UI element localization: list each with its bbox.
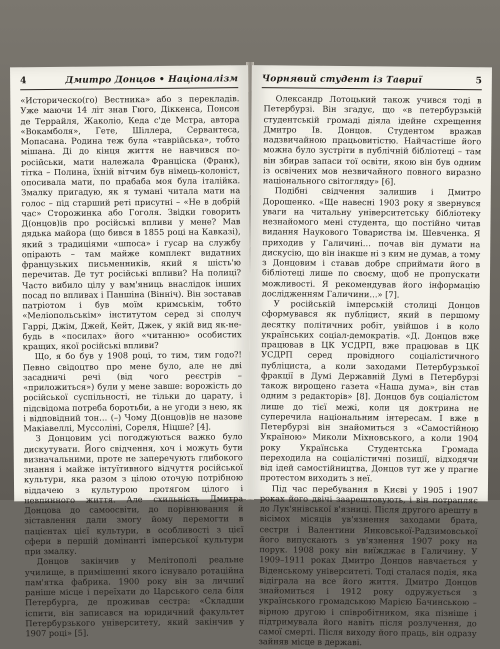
- right-paragraph-1: Олександр Лотоцький також учився тоді в Петербурзі. Він згадує, що «в петербурзькій студентській громаді діяла ідейне схрещення Дмитро Ів. Донцов. Студентом вражав надзвичайною працьовитістю. Найчастіше його можна було зустріти в публічній бібліотеці – там він збирав запаси тої освіти, якою він був одним із освічених мов незвичайного повного виразно національного світогляду» [6].: [262, 93, 482, 187]
- left-page-text: [20, 93, 245, 639]
- right-paragraph-3: У російській імперській столиці Донцов сформувався як публіцист, який в першому десятку політичних робіт, увійшов і в коло українських соціал-демократів. «Д. Донцов вже працював в ЦК УСДРП, вже працював в ЦК УСДРП серед провідного соціалістичного публіциста, а коли заходами Петербурзької фракції в Думі Державній Думі в Петербурзі також вирощено газета «Наша думa», він став одним з редакторів» [8]. Донцов був соціалістом лише до тієї межі, коли ця доктрина не суперечила національним інтересам. І вже в Петербурзі він знайомиться з «Самостійною Україною» Миколи Міхновського, а коли 1904 року Українська Студентська Громада переходила на соціалістичні позиції, відходячи від ідей самостійництва, Донцов тут же у прагне протестом виходить з неї.: [259, 298, 480, 484]
- right-page: [248, 65, 492, 648]
- left-paragraph-1: «Историческо(го) Вестника» або з перекладів. Уже маючи 14 літ знав Гюго, Діккенса, Понсон де Террайля, Жаколіо, Кеда с'де Мстра, автора «Вокамболя», Гете, Шіллера, Сервантеса, Мопасана. Родина теж була «таврійська», тобто мішана. Ді до кінця життя не навчився по-російськи, мати належала Франціска (Франк), тітка – Полина, їхній вітчим був німець-колоніст, опосивала мати, по прабаба моя була італійка. Змалку пригадую, як я тумані читала мати на голос – під старший реті присутні – «Не в добрій час» Сторожинка або Гоголя. Звідки говорить Д(онцов)ів про російські впливи у мене? Мав дядька майора (що бився в 1855 році на Кавказі), який з традиціями «шпоса» і гусар на службу опірають – там майже комплект видатних французьких письменників, який я шість'ю перечитав. Де тут російські впливи? На полиці? Часто вибило цілу у вам'яниць внаслідок інших посад по впливах і Паншіна (Вінніч). Він зоставав патріотом і був моїм кримськім, тобто «Меліопольськім» інститутом серед зі сполуч Гаррі, Джім, Джей, Кейт, Джек, у якій вид як-не-будь в «посилах» його «читанню» особистих кращих, якої російські впливи?: [20, 93, 242, 352]
- left-paragraph-4: Донцов закінчив у Мелітополі реальне училище, в примішенні якого існувало ротаційна пам'ятка фабрика. 1900 року він за личшиї раніше місце і переїхати до Царського села біля Петербурга, де проживав сестра: «Складши іспити, він записався на юридичний факультет Петербурзького університету, який закінчив у 1907 році» [5].: [24, 554, 245, 639]
- right-page-text: [258, 93, 482, 648]
- left-paragraph-2: Що, я бо був у 1908 році, то тим, тим годо?! Певно свідоцтво про мене було, але не дві засадничі речі (від чого реєстрів – «приложиться») були у мене завше: ворожість до російської суспільності, не тільки до царату, і підсвідома потреба боротьби, а не угоди з нею, як і відповідний тон… (–) Чому Д(онцов)ів не назове Макіавеллі, Муссоліні, Сореля, Ніцше? [4].: [22, 349, 243, 434]
- left-running-head: Дмитро Донцов • Націоналізм: [65, 74, 239, 86]
- right-running-head: Чорнявий студент із Тавриї: [261, 74, 423, 86]
- right-paragraph-2: Подібні свідчення залишив і Дмитро Дорошенко. «Ще навесні 1903 року я звернувся уваги на читальну університетську бібліотеку незнайомого мені студента, що постійно читав видання Наукового Товариства ім. Шевченка. Я приходив у Галичині… почав він думати на дискусію, що він інакше ні з ким не думав, а тому з Донцовим і ставав добре сприймати його в бібліотеці лише по своєму, щоб не пропускати можливості. Я рекомендував його інформацію дослідженням Галичини…» [7].: [261, 185, 481, 300]
- left-page-number: 4: [20, 76, 27, 87]
- left-page: [10, 65, 252, 639]
- right-page-number: 5: [475, 76, 482, 87]
- left-paragraph-3: З Донцовим усі погоджуються важко було дискутувати. Його свідчення, хоч і можуть бути визначальними, проте не заперечують глибокого знання і майже інтуїтивного відчуття російської культури, яка разом з цілою оточую потрібною віддачею з культурою протягом цілого і невпинного життя. Але схильність Дмитра Донцова до самоосвіти, до порівнювання й зіставлення дали змогу йому перемогти в пацієнтах цієї культури, в особливості з цієї сфери в першій домінанті імперської культури при змалку.: [23, 431, 244, 557]
- right-paragraph-4: Під час перебування в Києві у 1905 і 1907 роках його двічі заарештовують, і він потрапляє до Лук'янівської в'язниці. Після другого арешту в вісімох місяців ув'язнення заходами брата, сестри і Валентини Янковської-Радзимовської його випускають з ув'язнення 1907 року на порук. 1908 року він виїжджає в Галичину. У 1909–1911 роках Дмитро Донцов навчається у Віденському університеті. Тоді сталася подія, яка відіграла на все його життя. Дмитро Донцов знайомиться і 1912 року одружується з українського громадською Марією Бачинською – вірною другою і співробітником, яка пізніше і підтримувала його навіть після розлучення, до самої смерті. Після виходу його праць, він одразу зайняв місце в державі.: [258, 482, 478, 648]
